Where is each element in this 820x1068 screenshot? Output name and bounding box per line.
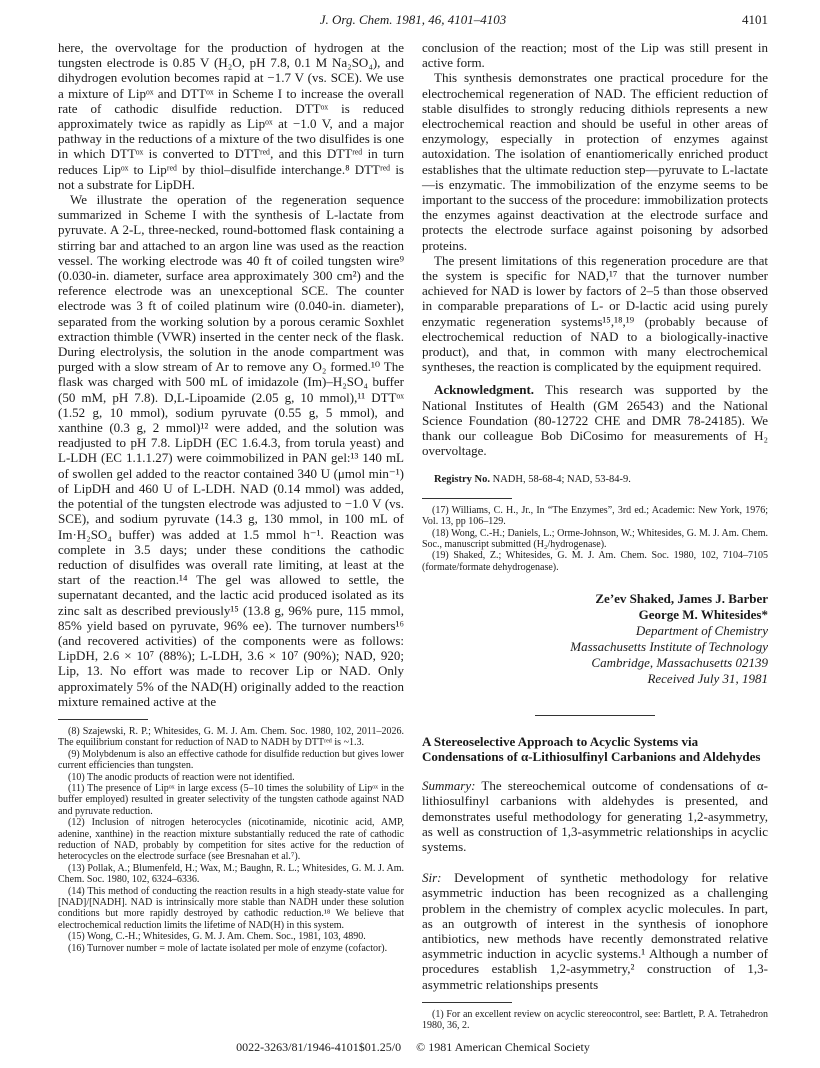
footnote-8: (8) Szajewski, R. P.; Whitesides, G. M. J. Am. Chem. Soc. 1980, 102, 2011–2026. The equilibrium constant for reduction of NAD to NADH by DTTʳᵉᵈ is ~1.3. (58, 725, 404, 749)
article-separator (535, 715, 655, 716)
footnote-17: (17) Williams, C. H., Jr., In “The Enzymes”, 3rd ed.; Academic: New York, 1976; Vol. 13, pp 106–129. (422, 504, 768, 528)
page-footer (58, 1040, 768, 1055)
left-paragraph-2: We illustrate the operation of the regeneration sequence summarized in Scheme I with the synthesis of L-lactate from pyruvate. A 2-L, three-necked, round-bottomed flask containing a stirring bar and attached to an argon line was used as the reaction vessel. The working electrode was 40 ft of coiled tungsten wire⁹ (0.030-in. diameter, surface area approximately 300 cm²) and the reference electrode was an unexceptional SCE. The counter electrode was 3 ft of coiled platinum wire (0.040-in. diameter), separated from the working solution by a porous ceramic Soxhlet extraction thimble (VWR) inserted in the center neck of the flask. During electrolysis, the solution in the anode compartment was purged with a slow stream of Ar to remove any O₂ formed.¹⁰ The flask was charged with 500 mL of imidazole (Im)–H₂SO₄ buffer (50 mM, pH 7.8). D,L-Lipoamide (2.05 g, 10 mmol),¹¹ DTTᵒˣ (1.52 g, 10 mmol), sodium pyruvate (0.55 g, 5 mmol), and xanthine (0.3 g, 2 mmol)¹² were added, and the solution was readjusted to pH 7.8. LipDH (EC 1.6.4.3, from torula yeast) and L-LDH (EC 1.1.1.27) were coimmobilized in PAN gel:¹³ 140 mL of swollen gel added to the reactor contained 340 U (μmol min⁻¹) of LipDH and 460 U of L-LDH. NAD (0.14 mmol) was added, the potential of the tungsten electrode was adjusted to −1.0 V (vs. SCE), and sodium pyruvate (14.3 g, 130 mmol, in 100 mL of Im·H₂SO₄ buffer) was added at 1.5 mmol h⁻¹. Reaction was complete in 3.5 days; under these conditions the cathodic reduction of disulfides was overall rate limiting, at least at the start of the reaction.¹⁴ The gel was allowed to settle, the supernatant decanted, and the lactic acid produced isolated as its zinc salt as described previously¹⁵ (13.8 g, 96% pure, 115 mmol, 85% yield based on pyruvate, 96% ee). The turnover numbers¹⁶ (and recovered activities) of the components were as follows: LipDH, 2.6 × 10⁷ (88%); L-LDH, 3.6 × 10⁷ (90%); NAD, 920; Lip, 13. No effort was made to recover Lip or NAD. Only approximately 5% of the NAD(H) originally added to the reaction mixture remained active at the (58, 192, 404, 709)
registry-numbers (422, 472, 768, 487)
sir-paragraph (422, 870, 768, 992)
footnote-18: (18) Wong, C.-H.; Daniels, L.; Orme-Johnson, W.; Whitesides, G. M. J. Am. Chem. Soc., manuscript submitted (H₂/hydrogenase). (422, 527, 768, 550)
right-paragraph-2: This synthesis demonstrates one practical procedure for the electrochemical regeneration of NAD. The efficient reduction of stable disulfides to strongly reducing dithiols represents a new electrochemical reaction and should be useful in other areas of enzymology, especially in protection of enzymes against autoxidation. The isolation of enantiomerically enriched product establishes that the ultimate reduction step—pyruvate to L-lactate—is enzymatic. The immobilization of the enzyme seems to be important to the success of the procedure: immobilization protects the enzymes against deactivation at the electrode surface and protects the electrode surface against poisoning by adsorbed proteins. (422, 70, 768, 253)
footnote-12: (12) Inclusion of nitrogen heterocycles (nicotinamide, nicotinic acid, AMP, adenine, xanthine) in the reaction mixture substantially reduced the rate of cathodic reduction of NAD, probably by competition for sites active for the reduction of heterocycles on the electrode surface (see Bresnahan et al.⁷). (58, 817, 404, 863)
acknowledgment (422, 382, 768, 458)
sir-label: Sir: (422, 870, 442, 886)
footnote-11: (11) The presence of Lipᵒˣ in large excess (5–10 times the solubility of Lipᵒˣ in the buffer employed) resulted in greater selectivity of the tungsten cathode against NAD and pyruvate reduction. (58, 782, 404, 817)
footnote-16: (16) Turnover number = mole of lactate isolated per mole of enzyme (cofactor). (68, 942, 388, 954)
footer-copyright: © 1981 American Chemical Society (416, 1040, 590, 1054)
page-number: 4101 (742, 12, 768, 27)
footnote-1: (1) For an excellent review on acyclic stereocontrol, see: Bartlett, P. A. Tetrahedron 1980, 36, 2. (422, 1008, 768, 1032)
right-paragraph-3: The present limitations of this regeneration procedure are that the system is specific for NAD,¹⁷ that the turnover number achieved for NAD is lower by factors of 2–5 than those observed in comparable preparations of L- or D-lactic acid using purely enzymatic regeneration systems¹⁵,¹⁸,¹⁹ (probably because of electrochemical reduction of NAD to a biologically-inactive product), and that, in common with many electrochemical syntheses, the reaction is complicated by the equipment required. (422, 252, 768, 375)
left-paragraph-1: here, the overvoltage for the production of hydrogen at the tungsten electrode is 0.85 V (H₂O, pH 7.8, 0.1 M Na₂SO₄), and dihydrogen evolution becomes rapid at −1.7 V (vs. SCE). We use a mixture of Lipᵒˣ and DTTᵒˣ in Scheme I to increase the overall rate of cathodic disulfide reduction. DTTᵒˣ is reduced approximately twice as rapidly as Lipᵒˣ at −1.0 V, and a major pathway in the reductions of a mixture of the two disulfides is one in which DTTᵒˣ is converted to DTTʳᵉᵈ, and this DTTʳᵉᵈ in turn reduces Lipᵒˣ to Lipʳᵉᵈ by thiol–disulfide interchange.⁸ DTTʳᵉᵈ is not a substrate for LipDH. (58, 40, 404, 192)
footnote-15: (15) Wong, C.-H.; Whitesides, G. M. J. Am. Chem. Soc., 1981, 103, 4890. (68, 931, 366, 943)
running-header: J. Org. Chem. 1981, 46, 4101–4103 4101 (319, 12, 768, 27)
footnote-rule (58, 719, 148, 720)
authors-line-1: Ze’ev Shaked, James J. Barber (595, 591, 768, 607)
footnote-rule-right (422, 498, 512, 499)
right-column (422, 40, 768, 1032)
new-article-title: A Stereoselective Approach to Acyclic Systems via Condensations of α-Lithiosulfinyl Carbanions and Aldehydes (422, 734, 761, 765)
summary (422, 778, 768, 854)
right-paragraph-1: conclusion of the reaction; most of the Lip was still present in active form. (422, 40, 768, 71)
journal-pages: 4101–4103 (447, 12, 507, 27)
footnote-9: (9) Molybdenum is also an effective cathode for disulfide reduction but gives lower current efficiencies than tungsten. (58, 748, 404, 772)
author-block (422, 591, 768, 623)
right-footnotes (422, 505, 768, 573)
left-footnotes (58, 726, 404, 954)
registry-label: Registry No. (434, 474, 490, 486)
affiliation-city: Cambridge, Massachusetts 02139 (591, 655, 768, 671)
footnote-14: (14) This method of conducting the reaction results in a high steady-state value for [NAD]/[NADH]. NAD is intrinsically more stable than NADH under these solution conditions but more rapidly destroyed by cathodic reduction.¹⁸ We believe that electrochemical reduction limits the lifetime of NAD(H) in this system. (58, 885, 404, 931)
footnote-rule-bottom (422, 1002, 512, 1003)
affiliation (422, 623, 768, 671)
authors-line-2: George M. Whitesides* (638, 607, 768, 623)
acknowledgment-text: This research was supported by the National Institutes of Health (GM 26543) and the National Science Foundation (80-12722 CHE and DMR 78-24185). We thank our colleague Bob DiCosimo for measurements of H₂ overvoltage. (422, 382, 769, 459)
received-date: Received July 31, 1981 (647, 671, 768, 687)
journal-year: 1981 (395, 12, 422, 27)
journal-volume: 46 (428, 12, 442, 27)
sir-text: Development of synthetic methodology for relative asymmetric induction has been recognized as a challenging problem in the chemistry of complex acyclic molecules. In part, as an outgrowth of interest in the synthesis of ionophore antibiotics, new methods have recently demonstrated relative asymmetric induction in acyclic systems.¹ Although a number of procedures establish 1,2-asymmetry,² construction of 1,3-asymmetric relationships presents (422, 870, 769, 992)
footnote-19: (19) Shaked, Z.; Whitesides, G. M. J. Am. Chem. Soc. 1980, 102, 7104–7105 (formate/formate dehydrogenase). (422, 550, 768, 573)
footnote-10: (10) The anodic products of reaction were not identified. (68, 771, 295, 783)
footnote-13: (13) Pollak, A.; Blumenfeld, H.; Wax, M.; Baughn, R. L.; Whitesides, G. M. J. Am. Chem. Soc. 1980, 102, 6324–6336. (58, 862, 404, 886)
affiliation-institute: Massachusetts Institute of Technology (570, 639, 768, 655)
registry-text: NADH, 58-68-4; NAD, 53-84-9. (492, 474, 631, 486)
summary-label: Summary: (422, 778, 476, 794)
acknowledgment-label: Acknowledgment. (434, 382, 535, 398)
footer-code: 0022-3263/81/1946-4101$01.25/0 (236, 1040, 402, 1054)
journal-name: J. Org. Chem. (319, 12, 393, 27)
summary-text: The stereochemical outcome of condensations of α-lithiosulfinyl carbanions with aldehydes is presented, and demonstrates useful methodology for generating 1,2-asymmetry, as well as construction of 1,3-asymmetric relationships in acyclic systems. (422, 778, 768, 854)
left-column (58, 40, 404, 954)
affiliation-department: Department of Chemistry (635, 623, 768, 639)
